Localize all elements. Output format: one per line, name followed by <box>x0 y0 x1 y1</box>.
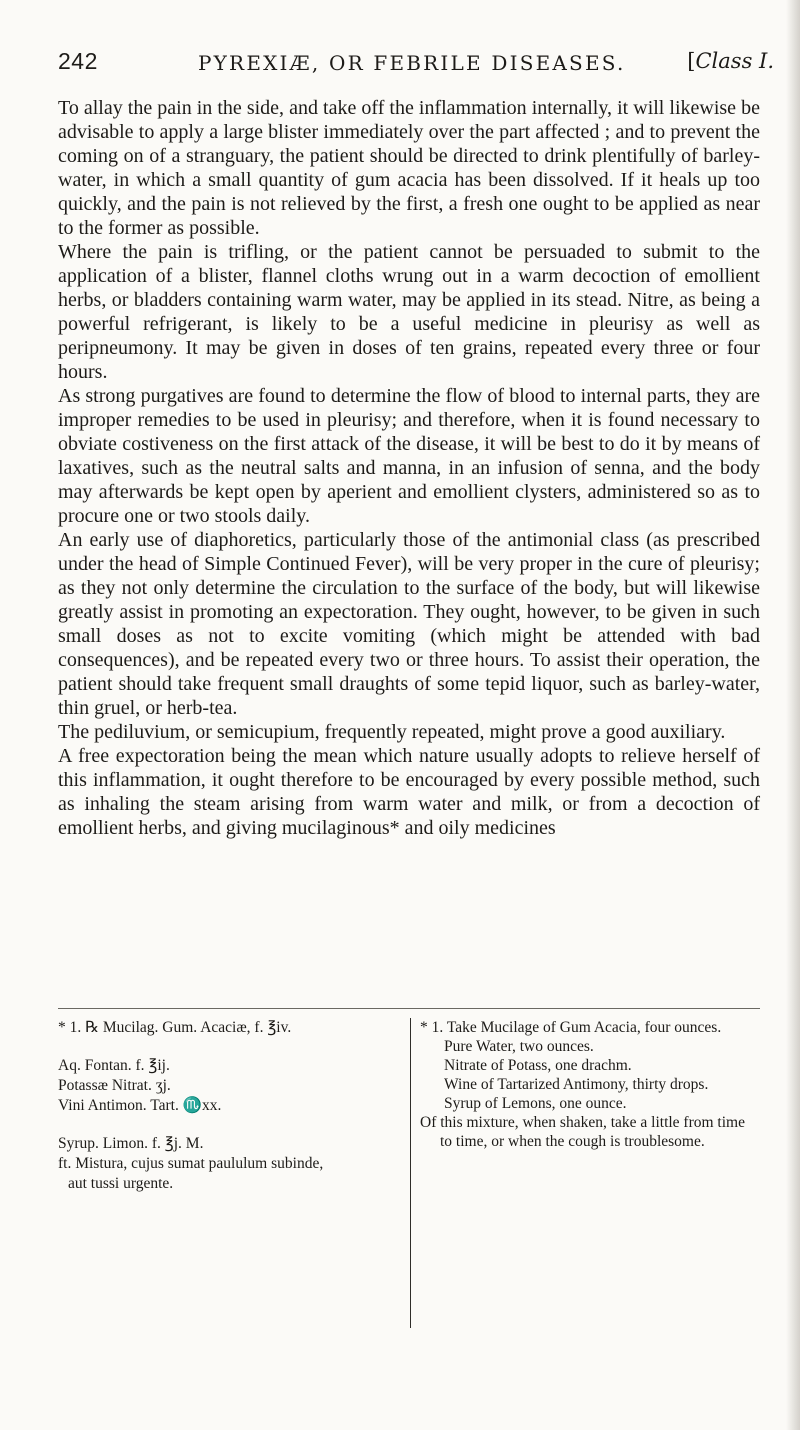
paragraph: An early use of diaphoretics, particularly those of the antimonial class (as prescribed under the head of Simple Continued Fever), will be very proper in the cure of pleurisy; as they not only determine the circulation to the surface of the body, but will likewise greatly assist in promoting an expectoration. They ought, however, to be given in such small doses as not to excite vomiting (which might be attended with bad consequences), and be repeated every two or three hours. To assist their operation, the patient should take frequent small draughts of some tepid liquor, such as barley-water, thin gruel, or herb-tea. <box>58 529 760 719</box>
footnote-line: Wine of Tartarized Antimony, thirty drops. <box>444 1076 709 1093</box>
footnote-line: * 1. Take Mucilage of Gum Acacia, four ounces. <box>420 1019 722 1036</box>
class-label-text: Class I. <box>695 49 774 73</box>
footnote-rule <box>58 1008 760 1009</box>
running-head: PYREXIÆ, OR FEBRILE DISEASES. <box>198 51 626 75</box>
footnote-line: Pure Water, two ounces. <box>444 1038 594 1055</box>
footnote-latin-prescription <box>58 1018 403 1194</box>
paragraph: Where the pain is trifling, or the patient cannot be persuaded to submit to the application of a blister, flannel cloths wrung out in a warm decoction of emollient herbs, or bladders containing warm water, may be applied in its stead. Nitre, as being a powerful refrigerant, is likely to be a useful medicine in pleurisy as well as peripneumony. It may be given in doses of ten grains, repeated every three or four hours. <box>58 241 760 383</box>
footnote-english-translation <box>420 1018 760 1151</box>
footnote-line: Vini Antimon. Tart. ♏xx. <box>58 1097 222 1114</box>
footnote-line: Syrup of Lemons, one ounce. <box>444 1095 627 1112</box>
footnote-line: Of this mixture, when shaken, take a little from time to time, or when the cough is troublesome. <box>420 1114 745 1150</box>
footnote-spacer <box>58 1038 403 1056</box>
footnote-line: ft. Mistura, cujus sumat paululum subinde, <box>58 1155 324 1172</box>
footnote-line: Potassæ Nitrat. ʒj. <box>58 1077 171 1094</box>
paragraph: The pediluvium, or semicupium, frequently repeated, might prove a good auxiliary. <box>58 721 726 743</box>
footnote-line: Aq. Fontan. f. ℥ij. <box>58 1057 170 1074</box>
page-header <box>58 48 774 78</box>
class-label-bracket: [ <box>687 49 696 73</box>
footnote-spacer <box>58 1116 403 1134</box>
body-text <box>58 96 760 840</box>
page-edge-shadow <box>786 0 800 1430</box>
footnote-line: aut tussi urgente. <box>68 1175 174 1192</box>
paragraph: To allay the pain in the side, and take off the inflammation internally, it will likewise be advisable to apply a large blister immediately over the part affected ; and to prevent the coming on of a stranguary, the patient should be directed to drink plentifully of barley-water, in which a small quantity of gum acacia has been dissolved. If it heals up too quickly, and the pain is not relieved by the first, a fresh one ought to be applied as near to the former as possible. <box>58 97 760 239</box>
paragraph: A free expectoration being the mean which nature usually adopts to relieve herself of this inflammation, it ought therefore to be encouraged by every possible method, such as inhaling the steam arising from warm water and milk, or from a decoction of emollient herbs, and giving mucilaginous* and oily medicines <box>58 745 760 839</box>
page-number: 242 <box>58 48 98 74</box>
footnote-line: Syrup. Limon. f. ℥j. M. <box>58 1135 204 1152</box>
footnote-column-divider <box>410 1018 411 1328</box>
footnote-line: * 1. ℞ Mucilag. Gum. Acaciæ, f. ℥iv. <box>58 1019 292 1036</box>
paragraph: As strong purgatives are found to determine the flow of blood to internal parts, they are improper remedies to be used in pleurisy; and therefore, when it is found necessary to obviate costiveness on the first attack of the disease, it will be best to do it by means of laxatives, such as the neutral salts and manna, in an infusion of senna, and the body may afterwards be kept open by aperient and emollient clysters, administered so as to procure one or two stools daily. <box>58 385 760 527</box>
class-label <box>687 49 774 73</box>
footnote-line: Nitrate of Potass, one drachm. <box>444 1057 632 1074</box>
